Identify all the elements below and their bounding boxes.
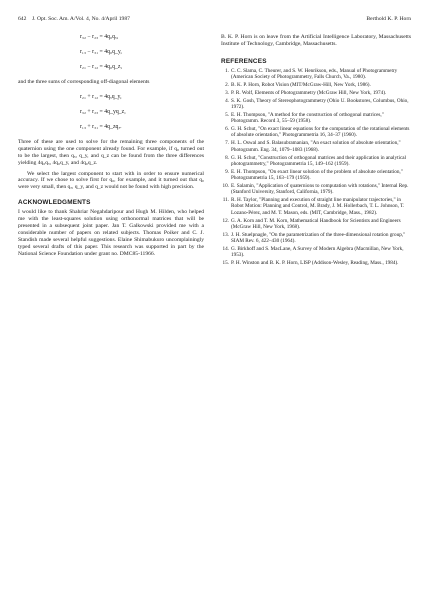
reference-item	[221, 246, 411, 259]
reference-number: 8.	[225, 154, 229, 161]
running-author: Berthold K. P. Horn	[366, 16, 411, 22]
references-heading: REFERENCES	[221, 57, 267, 65]
reference-number: 12.	[222, 217, 229, 224]
reference-number: 1.	[225, 67, 229, 74]
reference-text: P. R. Wolf, Elements of Photogrammetry (McGraw Hill, New York, 1974).	[231, 89, 387, 96]
reference-item	[221, 98, 411, 111]
reference-item	[221, 260, 411, 266]
acknowledgments-text: I would like to thank Shahriar Negahdaripour and Hugh M. Hilden, who helped me with the least-squares solution using orthonormal matrices that will be presented in a subsequent joint paper. Jan T. Galkowski provided me with a considerable number of papers on related subjects. Thomas Poiker and C. J. Standish made several helpful suggestions. Elaine Shimabukuro uncomplainingly typed several drafts of this paper. This research was supported in part by the National Science Foundation under grant no. DMC85-11966.	[18, 209, 204, 257]
left-column	[18, 34, 204, 262]
reference-number: 4.	[225, 97, 229, 104]
reference-text: E. H. Thompson, "A method for the construction of orthogonal matrices," Photogramm. Record 3, 55–59 (1958).	[231, 111, 384, 125]
reference-text: G. A. Korn and T. M. Korn, Mathematical Handbook for Scientists and Engineers (McGraw Hill, New York, 1968).	[231, 217, 401, 230]
reference-item	[221, 90, 411, 96]
reference-number: 7.	[225, 140, 229, 147]
reference-number: 13.	[222, 231, 229, 238]
reference-text: G. H. Schut, "On exact linear equations for the computation of the rotational elements of absolute orientation," Photogrammetria 16, 34–37 (1960).	[231, 126, 410, 139]
paragraph: and the three sums of corresponding off-diagonal elements	[18, 79, 150, 85]
reference-text: R. H. Taylor, "Planning and execution of straight line manipulator trajectories," in Robot Motion: Planning and Control, M. Brady, J. M. Hollerbach, T. L. Johnson, T. Lozano-Pérez, and M. T. Mason, eds. (MIT, Cambridge, Mass., 1982).	[231, 197, 405, 216]
reference-item	[221, 197, 411, 216]
equation: r₂₁ − r₁₂ = 4q₀q_z,	[80, 64, 122, 70]
acknowledgments-heading: ACKNOWLEDGMENTS	[18, 199, 91, 207]
equation: r₂₁ + r₁₂ = 4qₓq_y,	[80, 93, 122, 100]
reference-item	[221, 140, 411, 153]
reference-item	[221, 169, 411, 182]
reference-number: 3.	[225, 89, 229, 96]
reference-text: G. H. Schut, "Construction of orthogonal matrices and their application in analytical photogrammetry," Photogrammetria 15, 149–162 (1959).	[231, 154, 406, 167]
equation: r₁₃ − r₃₁ = 4q₀q_y,	[80, 49, 122, 55]
reference-item	[221, 82, 411, 88]
page-number: 642	[18, 16, 27, 22]
reference-number: 10.	[222, 182, 229, 189]
reference-text: G. Birkhoff and S. MacLane, A Survey of Modern Algebra (Macmillan, New York, 1953).	[231, 245, 404, 259]
reference-text: E. H. Thompson, "On exact linear solution of the problem of absolute orientation," Photogrammetria 15, 163–179 (1959).	[231, 168, 403, 182]
page-header	[18, 16, 411, 26]
reference-item	[221, 112, 411, 125]
reference-text: C. C. Slama, C. Theurer, and S. W. Henrikson, eds., Manual of Photogrammetry (American Society of Photogrammetry, Falls Church, Va., 1980).	[231, 67, 398, 81]
reference-text: B. K. P. Horn, Robot Vision (MIT/McGraw-Hill, New York, 1986).	[231, 82, 371, 88]
reference-number: 15.	[222, 260, 229, 267]
reference-text: E. Salamin, "Application of quaternions to computation with rotations," Internal Rep. (Stanford University, Stanford, California, 1979).	[231, 182, 409, 196]
references-list	[221, 68, 411, 267]
reference-number: 14.	[222, 245, 229, 252]
right-column	[221, 34, 411, 268]
reference-item	[221, 232, 411, 245]
author-affiliation: B. K. P. Horn is on leave from the Artificial Intelligence Laboratory, Massachusetts Institute of Technology, Cambridge, Massachusetts.	[221, 34, 411, 47]
reference-number: 6.	[225, 126, 229, 133]
reference-text: J. H. Stuelpnagle, "On the parametrization of the three-dimensional rotation group," SIAM Rev. 6, 422–430 (1964).	[231, 231, 406, 245]
reference-number: 2.	[225, 82, 229, 88]
paragraph: Three of these are used to solve for the remaining three components of the quaternion using the one component already found. For example, if q₀ turned out to be the largest, then qₓ, q_y, and q_z can be found from the three differences yielding 4q₀qₓ, 4q₀q_y, and 4q₀q_z.	[18, 138, 204, 166]
paragraph: We select the largest component to start with in order to ensure numerical accuracy. If we chose to solve first for q₀, for example, and it turned out that q₀ were very small, then qₓ, q_y, and q_z would not be found with high precision.	[18, 170, 204, 191]
reference-item	[221, 68, 411, 81]
reference-item	[221, 183, 411, 196]
reference-item	[221, 126, 411, 139]
journal-title: J. Opt. Soc. Am. A/Vol. 4, No. 4/April 1987	[32, 16, 130, 22]
reference-item	[221, 218, 411, 231]
equation: r₃₂ − r₂₃ = 4q₀qₓ,	[80, 34, 119, 40]
reference-number: 5.	[225, 111, 229, 118]
equation: r₃₂ + r₂₃ = 4q_yq_z,	[80, 108, 126, 115]
reference-item	[221, 155, 411, 168]
reference-text: H. L. Oswal and S. Balasubramanian, "An exact solution of absolute orientation," Photogramm. Eng. 34, 1079–1083 (1968).	[231, 140, 401, 153]
equation: r₁₃ + r₃₁ = 4q_zqₓ.	[80, 123, 122, 130]
reference-text: S. K. Gosh, Theory of Stereophotogrammetry (Ohio U. Bookstores, Columbus, Ohio, 1972).	[231, 97, 409, 111]
reference-text: P. H. Winston and B. K. P. Horn, LISP (Addison-Wesley, Reading, Mass., 1984).	[231, 260, 399, 267]
reference-number: 11.	[222, 197, 229, 204]
reference-number: 9.	[225, 168, 229, 175]
